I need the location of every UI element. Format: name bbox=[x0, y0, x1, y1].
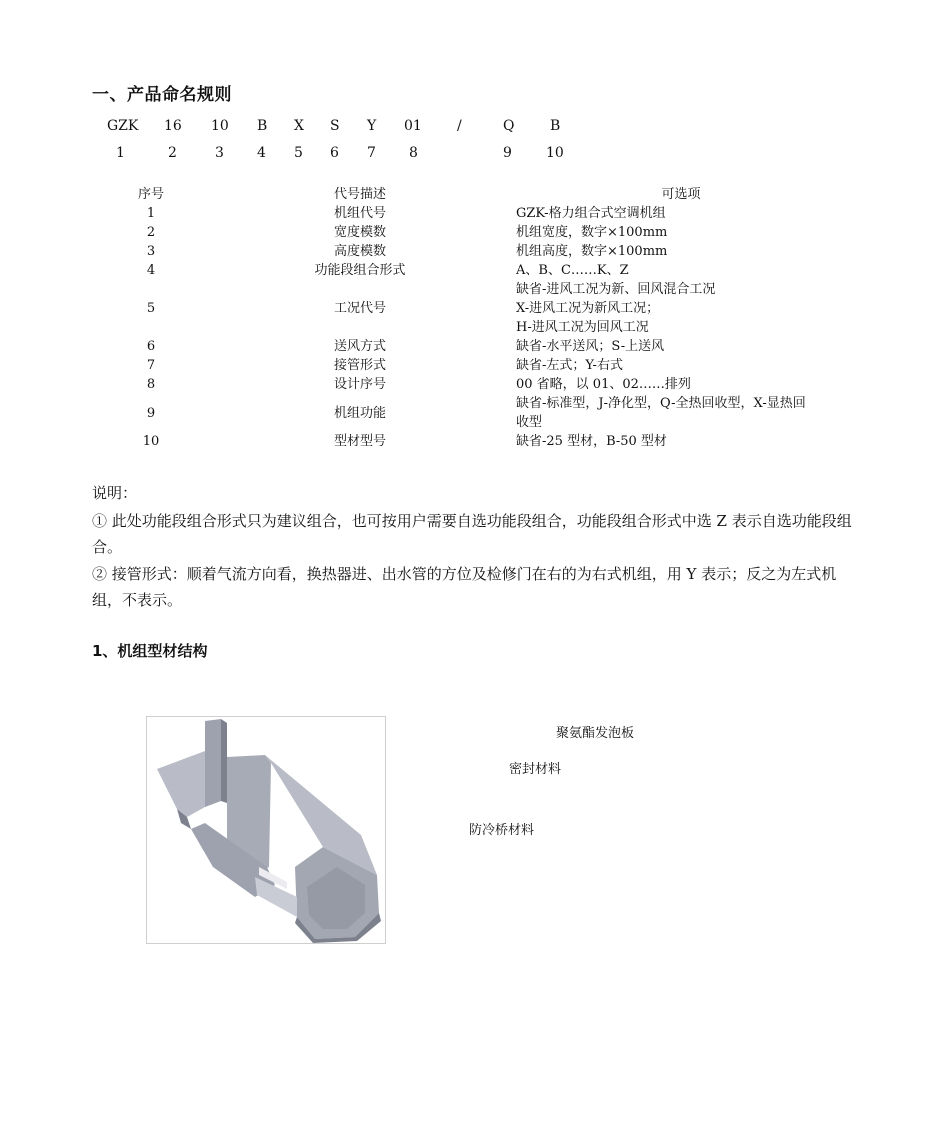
row-description: 工况代号 bbox=[333, 301, 386, 316]
header-desc: 代号描述 bbox=[333, 187, 386, 202]
row-options bbox=[510, 432, 852, 451]
option-line: A、B、C……K、Z bbox=[516, 263, 629, 278]
code-number: 10 bbox=[546, 145, 564, 161]
row-options bbox=[510, 242, 852, 261]
row-number: 8 bbox=[146, 377, 156, 392]
row-number: 5 bbox=[146, 301, 156, 316]
row-number: 7 bbox=[146, 358, 156, 373]
code-part: Y bbox=[367, 118, 377, 134]
code-number: 8 bbox=[409, 145, 418, 161]
code-part: 16 bbox=[164, 118, 182, 134]
header-no: 序号 bbox=[137, 187, 164, 202]
row-description: 机组功能 bbox=[333, 405, 386, 421]
table-header-row bbox=[92, 185, 852, 204]
table-row bbox=[92, 223, 852, 242]
row-description: 宽度模数 bbox=[333, 225, 386, 240]
code-number: 2 bbox=[168, 145, 177, 161]
label-seal-material: 密封材料 bbox=[509, 762, 562, 777]
code-part: 10 bbox=[211, 118, 229, 134]
code-number: 9 bbox=[503, 145, 512, 161]
row-description: 型材型号 bbox=[333, 434, 386, 449]
naming-rules-table bbox=[92, 185, 852, 451]
row-options bbox=[510, 223, 852, 242]
code-number: 7 bbox=[367, 145, 376, 161]
option-line: 缺省-左式；Y-右式 bbox=[516, 358, 623, 373]
option-line: GZK-格力组合式空调机组 bbox=[516, 206, 666, 221]
code-number: 6 bbox=[330, 145, 339, 161]
header-options: 可选项 bbox=[661, 187, 701, 202]
row-number: 6 bbox=[146, 339, 156, 354]
option-line: 收型 bbox=[516, 415, 543, 430]
row-description: 机组代号 bbox=[333, 206, 386, 221]
notes-title: 说明： bbox=[92, 484, 138, 502]
table-body bbox=[92, 204, 852, 451]
row-description: 接管形式 bbox=[333, 358, 386, 373]
row-options bbox=[510, 394, 852, 432]
row-number: 4 bbox=[146, 263, 156, 278]
option-line: 缺省-进风工况为新、回风混合工况 bbox=[516, 282, 716, 297]
note-2: ② 接管形式：顺着气流方向看，换热器进、出水管的方位及检修门在右的为右式机组，用 Y 表示；反之为左式机组，不表示。 bbox=[92, 565, 837, 609]
row-options bbox=[510, 280, 852, 337]
aluminum-profile-image bbox=[147, 717, 385, 943]
code-part: B bbox=[257, 118, 268, 134]
row-description: 高度模数 bbox=[333, 244, 386, 259]
row-description: 功能段组合形式 bbox=[314, 263, 406, 278]
code-part: / bbox=[457, 118, 462, 134]
row-options bbox=[510, 204, 852, 223]
label-thermal-bridge-material: 防冷桥材料 bbox=[469, 823, 535, 838]
option-line: 缺省-标准型，J-净化型，Q-全热回收型，X-显热回 bbox=[516, 396, 806, 411]
table-row bbox=[92, 261, 852, 280]
option-line: X-进风工况为新风工况； bbox=[516, 301, 660, 316]
subsection-title: 1、机组型材结构 bbox=[92, 642, 208, 660]
table-row bbox=[92, 356, 852, 375]
row-number: 2 bbox=[146, 225, 156, 240]
code-numbers-row bbox=[0, 145, 950, 167]
row-number: 1 bbox=[146, 206, 156, 221]
code-part: GZK bbox=[107, 118, 139, 134]
code-number: 5 bbox=[294, 145, 303, 161]
table-row bbox=[92, 242, 852, 261]
option-line: 缺省-25 型材，B-50 型材 bbox=[516, 434, 667, 449]
row-options bbox=[510, 375, 852, 394]
code-part: B bbox=[550, 118, 561, 134]
option-line: 00 省略，以 01、02……排列 bbox=[516, 377, 691, 392]
code-part: Q bbox=[503, 118, 515, 134]
option-line: 机组高度，数字×100mm bbox=[516, 244, 668, 259]
table-row bbox=[92, 432, 852, 451]
table-row bbox=[92, 394, 852, 432]
code-number: 4 bbox=[257, 145, 266, 161]
section-title: 一、产品命名规则 bbox=[92, 85, 232, 105]
table-row bbox=[92, 280, 852, 337]
row-options bbox=[510, 261, 852, 280]
code-part: S bbox=[330, 118, 340, 134]
row-number: 3 bbox=[146, 244, 156, 259]
table-row bbox=[92, 337, 852, 356]
row-description: 送风方式 bbox=[333, 339, 386, 354]
row-number: 10 bbox=[142, 434, 160, 449]
note-1: ① 此处功能段组合形式只为建议组合，也可按用户需要自选功能段组合，功能段组合形式中选 Z 表示自选功能段组合。 bbox=[92, 512, 852, 556]
row-options bbox=[510, 356, 852, 375]
code-part: X bbox=[294, 118, 304, 134]
table-row bbox=[92, 375, 852, 394]
option-line: H-进风工况为回风工况 bbox=[516, 320, 649, 335]
row-options bbox=[510, 337, 852, 356]
profile-figure bbox=[146, 716, 386, 944]
code-part: 01 bbox=[404, 118, 422, 134]
code-number: 3 bbox=[215, 145, 224, 161]
option-line: 机组宽度，数字×100mm bbox=[516, 225, 668, 240]
table-row bbox=[92, 204, 852, 223]
code-number: 1 bbox=[116, 145, 125, 161]
row-number: 9 bbox=[146, 405, 156, 421]
code-parts-row bbox=[0, 118, 950, 140]
row-description: 设计序号 bbox=[333, 377, 386, 392]
option-line: 缺省-水平送风；S-上送风 bbox=[516, 339, 665, 354]
label-foam-board: 聚氨酯发泡板 bbox=[556, 726, 635, 741]
